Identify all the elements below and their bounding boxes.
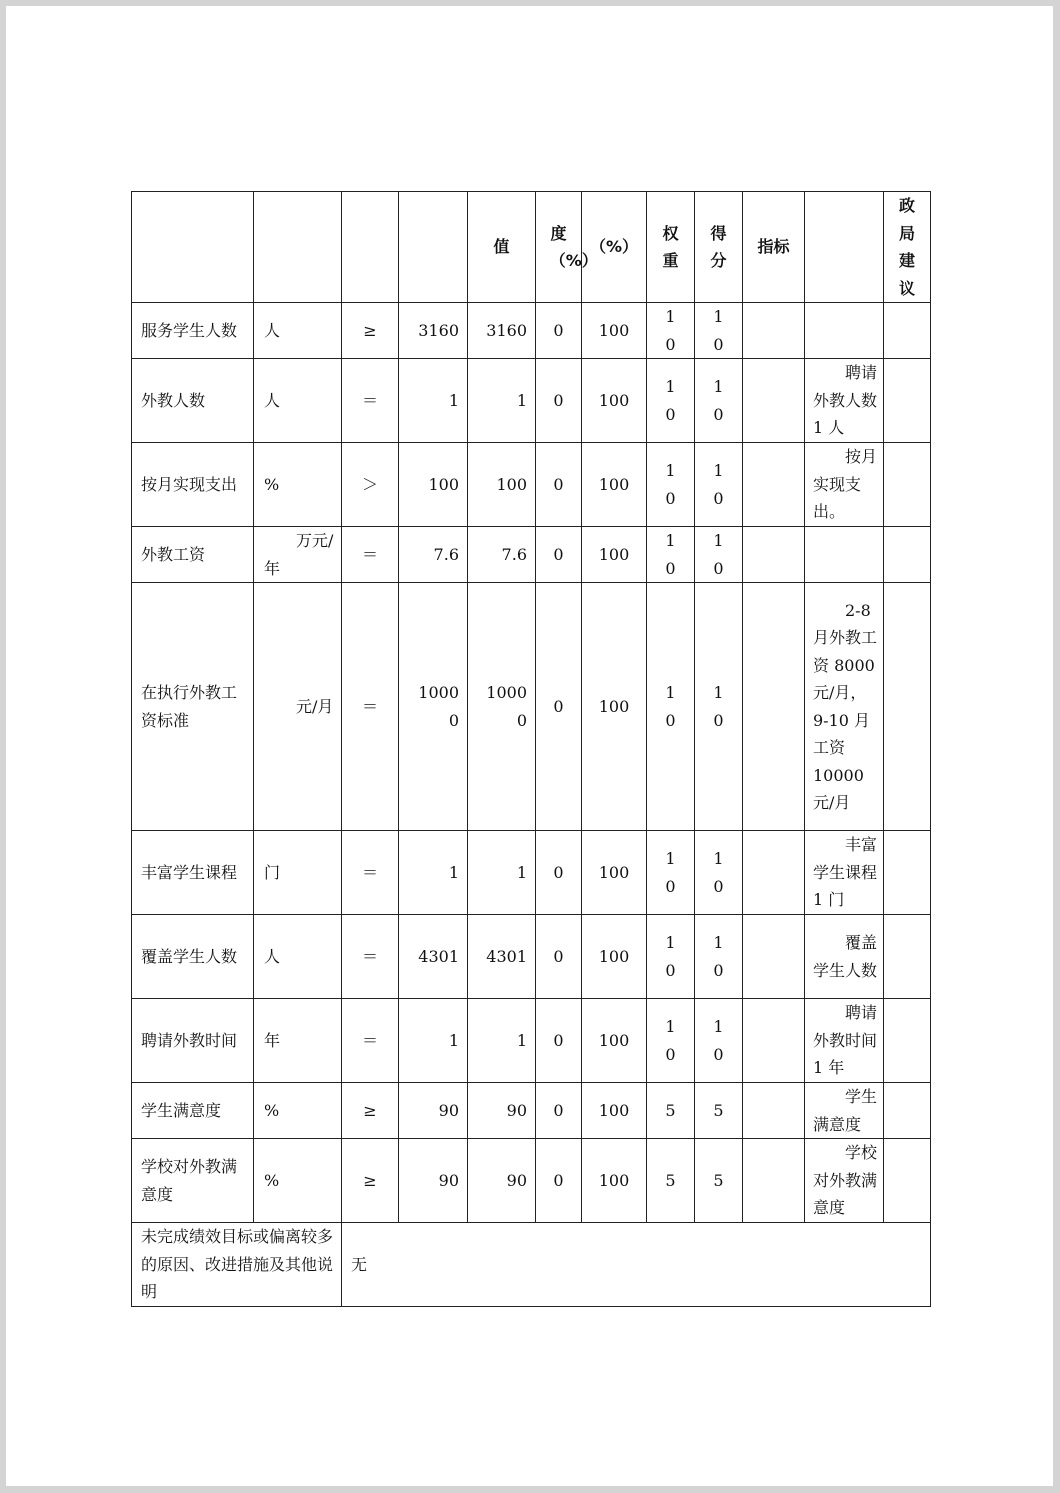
actual-value: 7.6 (468, 527, 536, 583)
rate-value: 100 (582, 831, 647, 915)
operator-cell: ＝ (342, 915, 399, 999)
weight-value: 10 (647, 443, 695, 527)
operator-cell: ＝ (342, 359, 399, 443)
header-cell (805, 192, 884, 303)
suggestion-cell (884, 915, 931, 999)
actual-value: 4301 (468, 915, 536, 999)
deviation-value: 0 (536, 443, 582, 527)
header-cell (342, 192, 399, 303)
indicator-name: 外教工资 (132, 527, 254, 583)
weight-value: 10 (647, 999, 695, 1083)
table-row (132, 1139, 931, 1223)
header-cell (536, 192, 598, 303)
unit-cell: % (254, 443, 342, 527)
unit-cell: % (254, 1139, 342, 1223)
suggestion-cell (884, 527, 931, 583)
deviation-value: 0 (536, 1083, 582, 1139)
weight-value: 10 (647, 303, 695, 359)
suggestion-cell (884, 303, 931, 359)
header-label: 得分 (710, 223, 727, 270)
deviation-value: 0 (536, 999, 582, 1083)
suggestion-cell (884, 1139, 931, 1223)
weight-value: 10 (647, 527, 695, 583)
deviation-value: 0 (536, 583, 582, 831)
rate-value: 100 (582, 1083, 647, 1139)
operator-cell: ≥ (342, 1139, 399, 1223)
score-value: 10 (695, 443, 743, 527)
score-value: 5 (695, 1139, 743, 1223)
actual-value: 1 (468, 999, 536, 1083)
target-value: 4301 (399, 915, 468, 999)
unit-cell: 门 (254, 831, 342, 915)
unit-cell: 万元/年 (254, 527, 342, 583)
header-cell (884, 192, 931, 303)
deviation-value: 0 (536, 359, 582, 443)
header-row (132, 192, 931, 303)
actual-value: 1 (468, 359, 536, 443)
indicator-name: 覆盖学生人数 (132, 915, 254, 999)
deviation-value: 0 (536, 1139, 582, 1223)
operator-cell: ≥ (342, 1083, 399, 1139)
suggestion-cell (884, 831, 931, 915)
score-value: 10 (695, 583, 743, 831)
table-row (132, 915, 931, 999)
indicator-name: 丰富学生课程 (132, 831, 254, 915)
header-cell (468, 192, 536, 303)
actual-value: 100 (468, 443, 536, 527)
actual-value: 1 (468, 831, 536, 915)
target-value: 90 (399, 1139, 468, 1223)
table-row (132, 303, 931, 359)
operator-cell: ≥ (342, 303, 399, 359)
actual-value: 3160 (468, 303, 536, 359)
table-row (132, 583, 931, 831)
score-value: 10 (695, 831, 743, 915)
unit-cell: 人 (254, 359, 342, 443)
weight-value: 10 (647, 915, 695, 999)
note-cell (805, 303, 884, 359)
header-label: 度（%） (549, 223, 598, 270)
target-value: 1 (399, 359, 468, 443)
indicator-cell (743, 443, 805, 527)
header-label: 权重 (662, 223, 679, 270)
unit-cell: 人 (254, 303, 342, 359)
document-page (6, 6, 1053, 1486)
header-label: 政局建议 (898, 196, 915, 298)
rate-value: 100 (582, 443, 647, 527)
target-value: 7.6 (399, 527, 468, 583)
rate-value: 100 (582, 583, 647, 831)
target-value: 100 (399, 443, 468, 527)
note-cell: 按月实现支出。 (805, 443, 884, 527)
table-row (132, 999, 931, 1083)
weight-value: 5 (647, 1083, 695, 1139)
suggestion-cell (884, 359, 931, 443)
indicator-cell (743, 359, 805, 443)
header-cell (582, 192, 647, 303)
indicator-name: 服务学生人数 (132, 303, 254, 359)
table-row (132, 831, 931, 915)
score-value: 10 (695, 999, 743, 1083)
note-cell: 聘请外教时间 1 年 (805, 999, 884, 1083)
unit-cell: 年 (254, 999, 342, 1083)
indicator-cell (743, 831, 805, 915)
deviation-value: 0 (536, 831, 582, 915)
deviation-value: 0 (536, 527, 582, 583)
unit-cell: 元/月 (254, 583, 342, 831)
unit-cell: 人 (254, 915, 342, 999)
score-value: 5 (695, 1083, 743, 1139)
indicator-cell (743, 303, 805, 359)
table-row (132, 527, 931, 583)
table-row (132, 1083, 931, 1139)
footer-label: 未完成绩效目标或偏离较多的原因、改进措施及其他说明 (132, 1223, 342, 1307)
score-value: 10 (695, 915, 743, 999)
indicator-name: 学校对外教满意度 (132, 1139, 254, 1223)
header-cell (743, 192, 805, 303)
header-label: 指标 (757, 237, 790, 257)
indicator-cell (743, 915, 805, 999)
operator-cell: ＝ (342, 527, 399, 583)
operator-cell: ＞ (342, 443, 399, 527)
target-value: 10000 (399, 583, 468, 831)
rate-value: 100 (582, 915, 647, 999)
table-row (132, 359, 931, 443)
rate-value: 100 (582, 527, 647, 583)
indicator-cell (743, 1083, 805, 1139)
header-cell (695, 192, 743, 303)
deviation-value: 0 (536, 303, 582, 359)
operator-cell: ＝ (342, 999, 399, 1083)
target-value: 1 (399, 999, 468, 1083)
score-value: 10 (695, 303, 743, 359)
indicator-name: 按月实现支出 (132, 443, 254, 527)
footer-value: 无 (342, 1223, 931, 1307)
weight-value: 10 (647, 831, 695, 915)
note-cell: 丰富学生课程 1 门 (805, 831, 884, 915)
header-cell (647, 192, 695, 303)
performance-table (131, 191, 931, 1307)
weight-value: 5 (647, 1139, 695, 1223)
note-cell: 覆盖学生人数 (805, 915, 884, 999)
operator-cell: ＝ (342, 583, 399, 831)
actual-value: 10000 (468, 583, 536, 831)
rate-value: 100 (582, 1139, 647, 1223)
weight-value: 10 (647, 359, 695, 443)
footer-row (132, 1223, 931, 1307)
indicator-cell (743, 583, 805, 831)
table-row (132, 443, 931, 527)
header-label: 值 (493, 237, 510, 257)
note-cell: 聘请外教人数 1 人 (805, 359, 884, 443)
score-value: 10 (695, 527, 743, 583)
target-value: 90 (399, 1083, 468, 1139)
suggestion-cell (884, 443, 931, 527)
indicator-cell (743, 527, 805, 583)
rate-value: 100 (582, 303, 647, 359)
actual-value: 90 (468, 1083, 536, 1139)
indicator-name: 聘请外教时间 (132, 999, 254, 1083)
target-value: 1 (399, 831, 468, 915)
indicator-cell (743, 999, 805, 1083)
indicator-cell (743, 1139, 805, 1223)
note-cell: 2-8 月外教工资 8000 元/月，9-10 月工资 10000 元/月 (805, 583, 884, 831)
indicator-name: 外教人数 (132, 359, 254, 443)
note-cell (805, 527, 884, 583)
unit-cell: % (254, 1083, 342, 1139)
rate-value: 100 (582, 999, 647, 1083)
actual-value: 90 (468, 1139, 536, 1223)
suggestion-cell (884, 583, 931, 831)
indicator-name: 学生满意度 (132, 1083, 254, 1139)
header-label: （%） (589, 237, 639, 257)
header-cell (132, 192, 254, 303)
suggestion-cell (884, 1083, 931, 1139)
target-value: 3160 (399, 303, 468, 359)
suggestion-cell (884, 999, 931, 1083)
score-value: 10 (695, 359, 743, 443)
header-cell (254, 192, 342, 303)
header-cell (399, 192, 468, 303)
operator-cell: ＝ (342, 831, 399, 915)
note-cell: 学生满意度 (805, 1083, 884, 1139)
note-cell: 学校对外教满意度 (805, 1139, 884, 1223)
weight-value: 10 (647, 583, 695, 831)
indicator-name: 在执行外教工资标准 (132, 583, 254, 831)
rate-value: 100 (582, 359, 647, 443)
deviation-value: 0 (536, 915, 582, 999)
